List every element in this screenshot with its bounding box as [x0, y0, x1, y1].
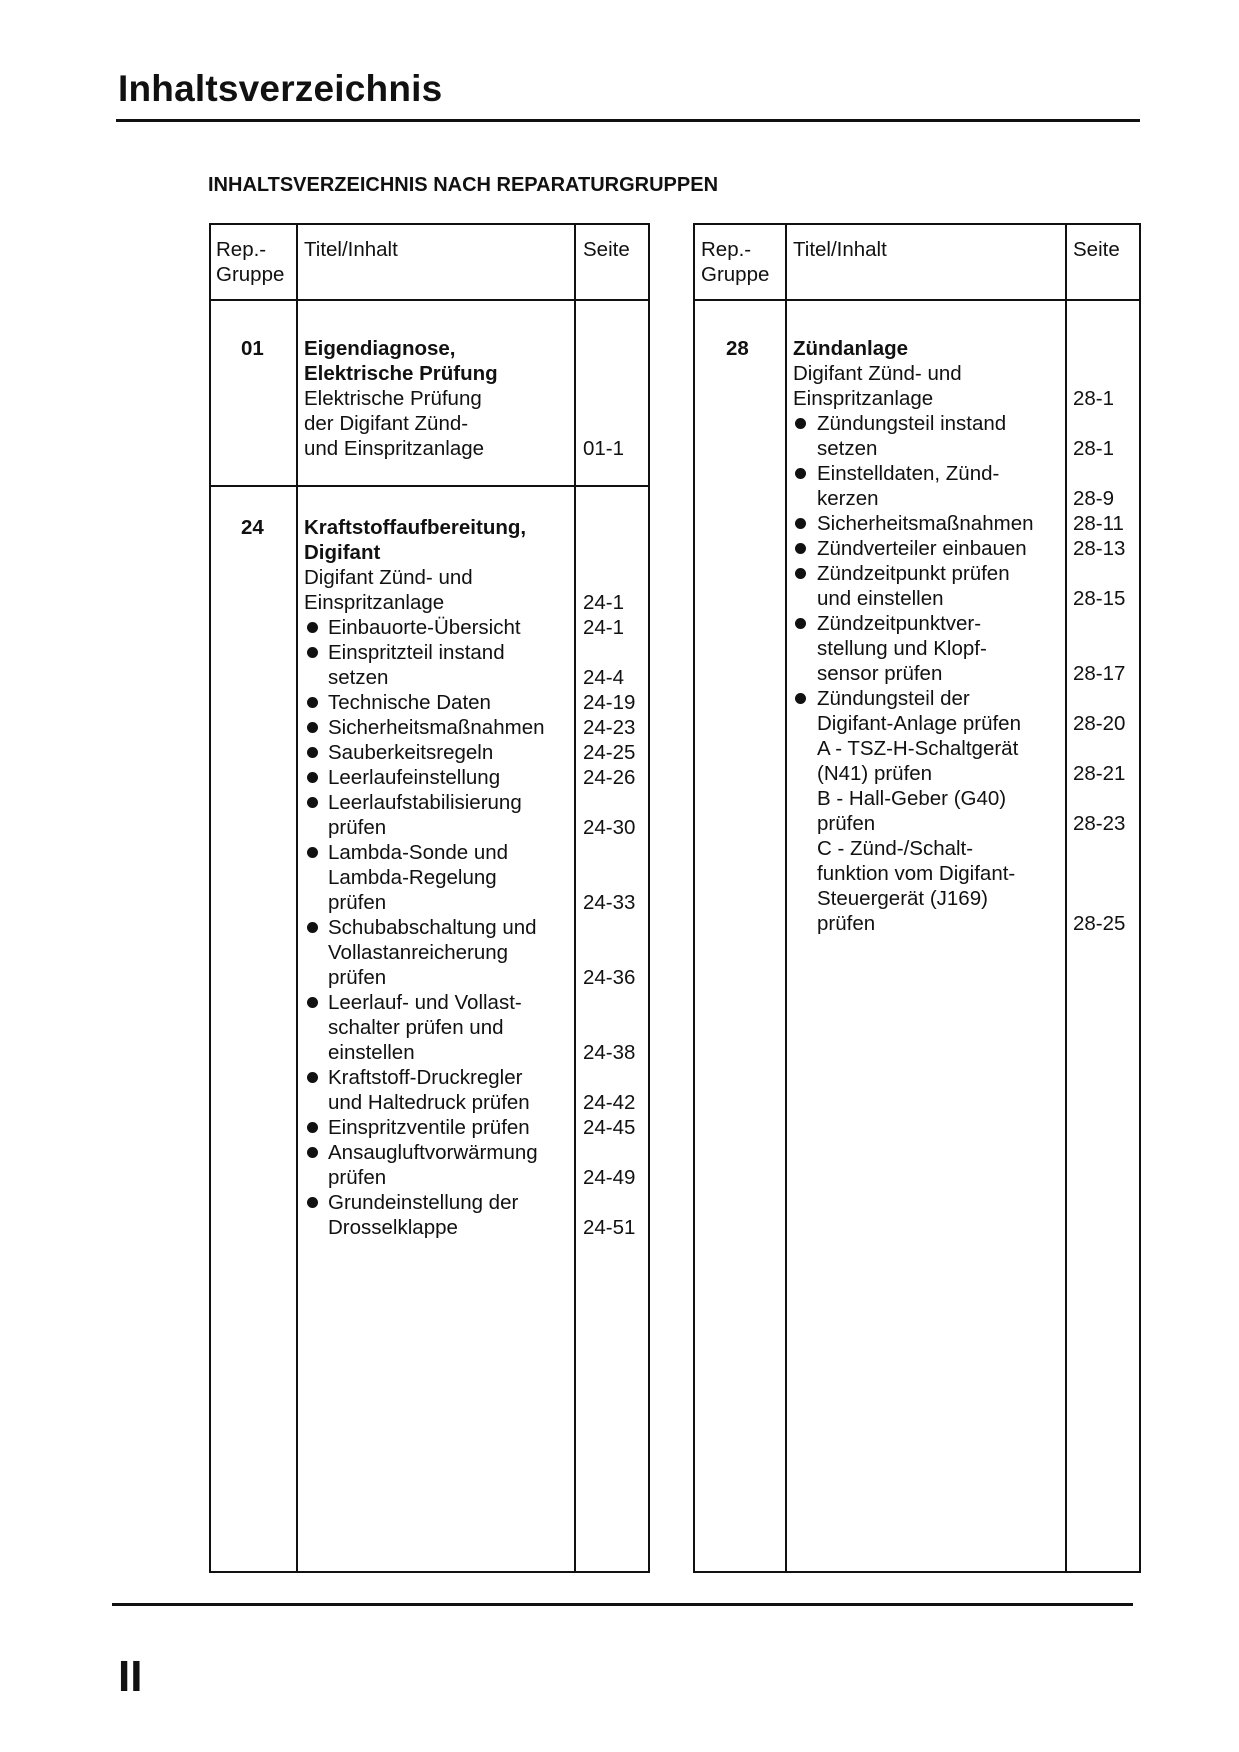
bullet-icon [795, 418, 806, 429]
entry-text: Sauberkeitsregeln [328, 741, 494, 764]
entry-text: und Haltedruck prüfen [328, 1091, 530, 1114]
entry-text: Zündzeitpunktver- [817, 612, 982, 635]
entry-text: schalter prüfen und [328, 1016, 504, 1039]
group-divider [211, 485, 650, 487]
page-ref: 28-15 [1073, 587, 1126, 610]
page-ref: 24-1 [583, 591, 625, 614]
entry-text: prüfen [328, 966, 387, 989]
entry-text: Elektrische Prüfung [304, 387, 482, 410]
page-ref: 24-1 [583, 616, 625, 639]
entry-text: stellung und Klopf- [817, 637, 987, 660]
entry-text: Sicherheitsmaßnahmen [328, 716, 545, 739]
entry-text: Lambda-Regelung [328, 866, 497, 889]
bullet-icon [307, 922, 318, 933]
page-ref: 24-38 [583, 1041, 636, 1064]
group-title: Zündanlage [793, 337, 909, 360]
header-title: Titel/Inhalt [793, 238, 887, 261]
group-number: 01 [241, 337, 264, 360]
entry-text: Einbauorte-Übersicht [328, 616, 521, 639]
entry-text: Digifant-Anlage prüfen [817, 712, 1021, 735]
bullet-icon [307, 1072, 318, 1083]
page-ref: 28-11 [1073, 512, 1124, 535]
bullet-icon [307, 1122, 318, 1133]
header-rep-group: Rep.- Gruppe [701, 238, 770, 286]
bullet-icon [795, 468, 806, 479]
column-divider [1065, 225, 1067, 1571]
header-page: Seite [583, 238, 630, 261]
entry-text: Drosselklappe [328, 1216, 458, 1239]
entry-text: Zündungsteil der [817, 687, 970, 710]
page-ref: 24-19 [583, 691, 636, 714]
entry-text: Steuergerät (J169) [817, 887, 988, 910]
entry-text: einstellen [328, 1041, 415, 1064]
entry-text: A - TSZ-H-Schaltgerät [817, 737, 1019, 760]
entry-text: Digifant Zünd- und [304, 566, 473, 589]
bullet-icon [307, 847, 318, 858]
group-title: Kraftstoffaufbereitung, [304, 516, 527, 539]
entry-text: Vollastanreicherung [328, 941, 509, 964]
column-divider [574, 225, 576, 1571]
entry-text: (N41) prüfen [817, 762, 933, 785]
entry-text: Einspritzanlage [304, 591, 445, 614]
page-ref: 24-51 [583, 1216, 636, 1239]
bullet-icon [307, 797, 318, 808]
page-ref: 28-9 [1073, 487, 1115, 510]
page-ref: 28-23 [1073, 812, 1126, 835]
group-number: 28 [726, 337, 749, 360]
entry-text: prüfen [328, 1166, 387, 1189]
entry-text: Sicherheitsmaßnahmen [817, 512, 1034, 535]
bullet-icon [795, 693, 806, 704]
entry-text: und einstellen [817, 587, 944, 610]
entry-text: prüfen [817, 912, 876, 935]
bullet-icon [307, 722, 318, 733]
header-rep-group: Rep.- Gruppe [216, 238, 285, 286]
bullet-icon [795, 618, 806, 629]
entry-text: B - Hall-Geber (G40) [817, 787, 1007, 810]
bullet-icon [307, 997, 318, 1008]
entry-text: kerzen [817, 487, 879, 510]
entry-text: Digifant Zünd- und [793, 362, 962, 385]
page-ref: 24-49 [583, 1166, 636, 1189]
page-ref: 28-17 [1073, 662, 1126, 685]
footer-rule [112, 1603, 1133, 1606]
entry-text: setzen [817, 437, 878, 460]
header-divider [211, 299, 650, 301]
group-title: Elektrische Prüfung [304, 362, 498, 385]
page-ref: 24-33 [583, 891, 636, 914]
page-ref: 24-23 [583, 716, 636, 739]
bullet-icon [795, 568, 806, 579]
entry-text: Schubabschaltung und [328, 916, 537, 939]
bullet-icon [307, 647, 318, 658]
page-ref: 24-30 [583, 816, 636, 839]
page-ref: 24-42 [583, 1091, 636, 1114]
bullet-icon [307, 1147, 318, 1158]
page-number: II [118, 1652, 143, 1701]
entry-text: prüfen [817, 812, 876, 835]
page-ref: 24-25 [583, 741, 636, 764]
entry-text: Einspritzanlage [793, 387, 934, 410]
group-title: Digifant [304, 541, 381, 564]
page-ref: 24-45 [583, 1116, 636, 1139]
header-title: Titel/Inhalt [304, 238, 398, 261]
entry-text: funktion vom Digifant- [817, 862, 1016, 885]
bullet-icon [795, 518, 806, 529]
page-ref: 28-21 [1073, 762, 1126, 785]
page-ref: 28-13 [1073, 537, 1126, 560]
column-divider [296, 225, 298, 1571]
entry-text: Leerlauf- und Vollast- [328, 991, 522, 1014]
entry-text: Einspritzteil instand [328, 641, 505, 664]
column-divider [785, 225, 787, 1571]
bullet-icon [307, 697, 318, 708]
entry-text: prüfen [328, 816, 387, 839]
page-ref: 28-1 [1073, 387, 1115, 410]
entry-text: Zündzeitpunkt prüfen [817, 562, 1010, 585]
entry-text: prüfen [328, 891, 387, 914]
entry-text: Zündungsteil instand [817, 412, 1007, 435]
bullet-icon [307, 622, 318, 633]
page-ref: 28-1 [1073, 437, 1115, 460]
entry-text: Lambda-Sonde und [328, 841, 509, 864]
page-ref: 24-4 [583, 666, 625, 689]
bullet-icon [795, 543, 806, 554]
entry-text: Leerlaufstabilisierung [328, 791, 522, 814]
entry-text: sensor prüfen [817, 662, 943, 685]
page-ref: 28-25 [1073, 912, 1126, 935]
page-ref: 24-26 [583, 766, 636, 789]
page-title: Inhaltsverzeichnis [118, 68, 443, 109]
entry-text: Einstelldaten, Zünd- [817, 462, 1000, 485]
entry-text: Kraftstoff-Druckregler [328, 1066, 523, 1089]
entry-text: Technische Daten [328, 691, 491, 714]
entry-text: C - Zünd-/Schalt- [817, 837, 974, 860]
entry-text: Leerlaufeinstellung [328, 766, 501, 789]
bullet-icon [307, 747, 318, 758]
header-divider [695, 299, 1141, 301]
page-ref: 24-36 [583, 966, 636, 989]
entry-text: setzen [328, 666, 389, 689]
group-number: 24 [241, 516, 264, 539]
entry-text: Einspritzventile prüfen [328, 1116, 530, 1139]
entry-text: und Einspritzanlage [304, 437, 485, 460]
header-page: Seite [1073, 238, 1120, 261]
toc-table-left [209, 223, 650, 1573]
bullet-icon [307, 772, 318, 783]
bullet-icon [307, 1197, 318, 1208]
entry-text: Ansaugluftvorwärmung [328, 1141, 538, 1164]
header-rule [116, 119, 1140, 122]
toc-table-right [693, 223, 1141, 1573]
group-title: Eigendiagnose, [304, 337, 456, 360]
entry-text: Grundeinstellung der [328, 1191, 519, 1214]
entry-text: Zündverteiler einbauen [817, 537, 1027, 560]
page-ref: 28-20 [1073, 712, 1126, 735]
page-ref: 01-1 [583, 437, 625, 460]
section-subtitle: INHALTSVERZEICHNIS NACH REPARATURGRUPPEN [208, 174, 719, 196]
entry-text: der Digifant Zünd- [304, 412, 469, 435]
